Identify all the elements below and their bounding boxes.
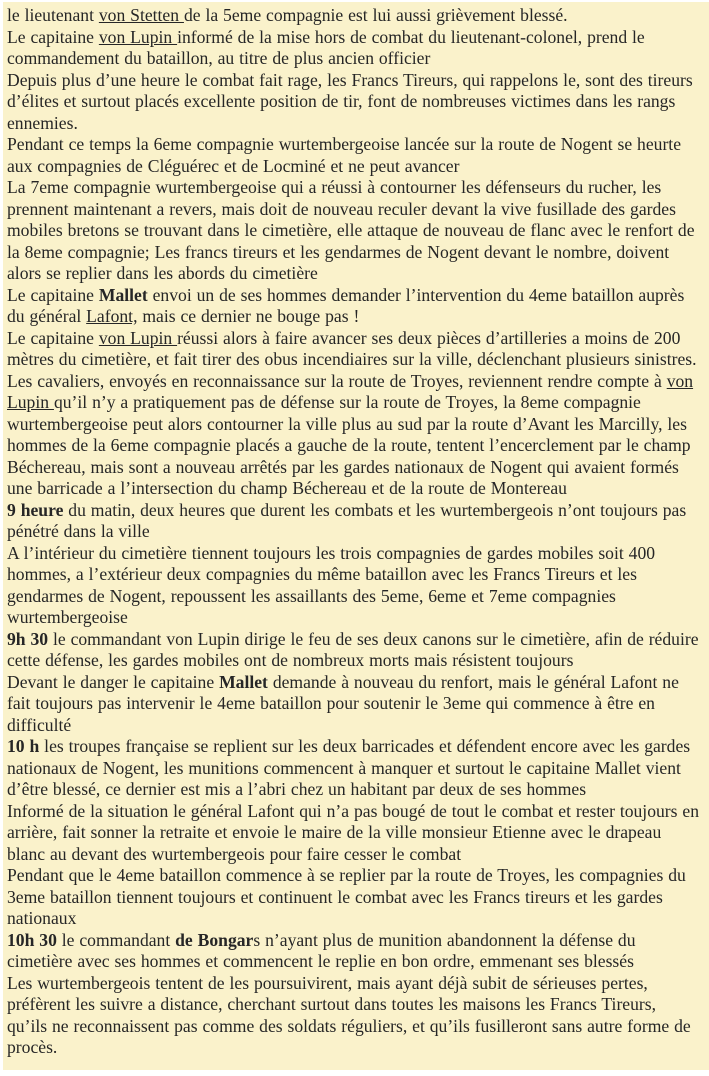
text-run: A l’intérieur du cimetière tiennent toujours les trois compagnies de gardes mobiles soit 400 hommes, a l’extérieur deux compagnies du même bataillon avec les Francs Tireurs et les gendarmes de Nogent, repoussent les assaillants des 5eme, 6eme et 7eme compagnies wurtembergeoise	[7, 542, 656, 627]
text-run: mais ce dernier ne bouge pas !	[137, 306, 360, 326]
text-run: 9h 30	[7, 628, 49, 649]
document-page	[3, 2, 709, 1070]
text-run: réussi alors à faire avancer ses deux pièces d’artilleries a moins de 200 mètres du cimetière, et fait tirer des obus incendiaires sur la ville, déclenchant plusieurs sinistres.	[7, 327, 697, 369]
paragraph	[7, 70, 699, 135]
text-run: Le capitaine	[7, 26, 99, 47]
paragraph	[7, 328, 699, 371]
paragraph	[7, 973, 699, 1059]
text-run: Le capitaine	[7, 327, 99, 348]
text-run: du matin, deux heures que durent les combats et les wurtembergeois n’ont toujours pas pénétré dans la ville	[7, 499, 687, 541]
text-run: le commandant	[56, 929, 176, 950]
text-run: Les cavaliers, envoyés en reconnaissance sur la route de Troyes, reviennent rendre compte à	[7, 370, 667, 391]
paragraph	[7, 736, 699, 801]
paragraph	[7, 285, 699, 328]
text-run: envoi un de ses hommes demander l’intervention du 4eme bataillon auprès du général	[7, 284, 685, 326]
text-run: Devant le danger le capitaine	[7, 671, 220, 692]
text-run: de la 5eme compagnie est lui aussi grièvement blessé.	[183, 5, 568, 25]
paragraph	[7, 500, 699, 543]
text-run: qu’il n’y a pratiquement pas de défense sur la route de Troyes, la 8eme compagnie wurtembergeoise peut alors contourner la ville plus au sud par la route d’Avant les Marcilly, les hommes de la 6eme compagnie placés a gauche de la route, tentent l’encerclement par le champ Béchereau, mais sont a nouveau arrêtés par les gardes nationaux de Nogent qui avaient formés une barricade a l’intersection du champ Béchereau et de la route de Montereau	[7, 392, 691, 498]
text-run: 9 heure	[7, 499, 64, 520]
text-run: von Stetten	[98, 5, 184, 25]
paragraph	[7, 801, 699, 866]
text-run: 10h 30	[7, 929, 57, 950]
paragraph	[7, 177, 699, 285]
text-run: les troupes française se replient sur les deux barricades et défendent encore avec les gardes nationaux de Nogent, les munitions commencent à manquer et surtout le capitaine Mallet vient d’être blessé, ce dernier est mis a l’abri chez un habitant par deux de ses hommes	[7, 736, 691, 799]
text-run: 10 h	[7, 736, 40, 756]
text-run: Le capitaine	[7, 284, 99, 305]
text-run: Depuis plus d’une heure le combat fait rage, les Francs Tireurs, qui rappelons le, sont des tireurs d’élites et surtout placés excellente position de tir, font de nombreuses victimes dans les rangs ennemies.	[7, 69, 693, 133]
paragraph	[7, 672, 699, 737]
paragraph	[7, 629, 699, 672]
text-run: le lieutenant	[7, 5, 99, 25]
paragraph	[7, 371, 699, 500]
text-run: s n’ayant plus de munition abandonnent la défense du cimetière avec ses hommes et commencent le replie en bon ordre, emmenant ses blessés	[7, 929, 636, 971]
text-run: von Lupin	[98, 327, 178, 348]
text-run: Lafont,	[86, 306, 138, 326]
paragraph	[7, 865, 699, 930]
text-run: Mallet	[98, 284, 148, 305]
text-run: Informé de la situation le général Lafont qui n’a pas bougé de tout le combat et rester toujours en arrière, fait sonner la retraite et envoie le maire de la ville monsieur Etienne avec le drapeau blanc au devant des wurtembergeois pour faire cesser le combat	[7, 800, 699, 864]
paragraph	[7, 5, 699, 27]
text-run: La 7eme compagnie wurtembergeoise qui a réussi à contourner les défenseurs du rucher, les prennent maintenant a revers, mais doit de nouveau reculer devant la vive fusillade des gardes mobiles bretons se trouvant dans le cimetière, elle attaque de nouveau de flanc avec le renfort de la 8eme compagnie; Les francs tireurs et les gendarmes de Nogent devant le nombre, doivent alors se replier dans les abords du cimetière	[7, 177, 695, 283]
text-run: von Lupin	[7, 370, 694, 412]
text-run: Pendant que le 4eme bataillon commence à se replier par la route de Troyes, les compagnies du 3eme bataillon tiennent toujours et continuent le combat avec les Francs tireurs et les gardes nationaux	[7, 865, 686, 928]
text-run: le commandant von Lupin dirige le feu de ses deux canons sur le cimetière, afin de réduire cette défense, les gardes mobiles ont de nombreux morts mais résistent toujours	[7, 628, 699, 670]
text-run: von Lupin	[98, 26, 178, 47]
text-run: Pendant ce temps la 6eme compagnie wurtembergeoise lancée sur la route de Nogent se heurte aux compagnies de Cléguérec et de Locminé et ne peut avancer	[7, 134, 682, 176]
paragraph	[7, 134, 699, 177]
text-run: demande à nouveau du renfort, mais le général Lafont ne fait toujours pas intervenir le 4eme bataillon pour soutenir le 3eme qui commence à être en difficulté	[7, 671, 679, 735]
text-run: Les wurtembergeois tentent de les poursuivirent, mais ayant déjà subit de sérieuses pertes, préfèrent les suivre a distance, cherchant surtout dans toutes les maisons les Francs Tireurs, qu’ils ne reconnaissent pas comme des soldats réguliers, et qu’ils fusilleront sans autre forme de procès.	[7, 972, 691, 1057]
text-run: Mallet	[219, 671, 268, 692]
paragraph	[7, 930, 699, 973]
text-run: de Bongar	[175, 929, 254, 950]
paragraph	[7, 543, 699, 629]
text-run: informé de la mise hors de combat du lieutenant-colonel, prend le commandement du bataillon, au titre de plus ancien officier	[7, 26, 645, 68]
paragraph	[7, 27, 699, 70]
